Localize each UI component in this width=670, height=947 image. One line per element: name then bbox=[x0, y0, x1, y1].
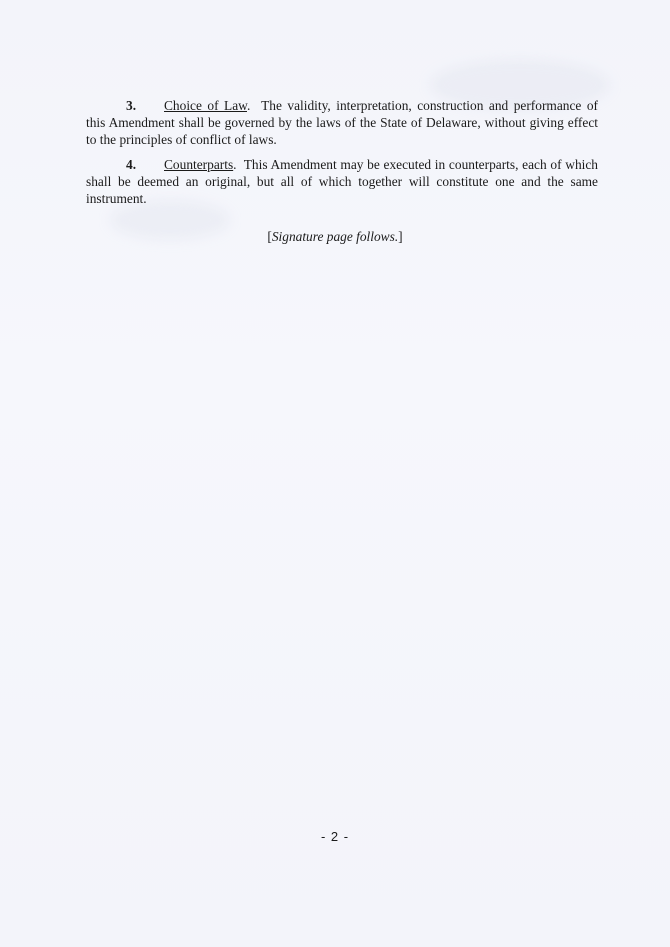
section-3 bbox=[86, 97, 598, 148]
heading-period: . bbox=[233, 157, 237, 172]
section-heading: Counterparts bbox=[164, 157, 234, 172]
section-3-paragraph bbox=[86, 97, 598, 148]
bracket-close: ] bbox=[398, 229, 403, 244]
section-number: 4. bbox=[126, 157, 137, 172]
page-number: - 2 - bbox=[320, 829, 350, 844]
bracket-open: [ bbox=[267, 229, 272, 244]
section-number: 3. bbox=[126, 98, 137, 113]
section-heading: Choice of Law bbox=[164, 98, 247, 113]
section-4 bbox=[86, 156, 598, 207]
signature-note-text: Signature page follows. bbox=[271, 229, 399, 244]
section-body: This Amendment may be executed in counterparts, each of which shall be deemed an original, but all of which together will constitute one and the same instrument. bbox=[86, 157, 598, 206]
heading-period: . bbox=[246, 98, 251, 113]
section-body: The validity, interpretation, construction and performance of this Amendment shall be governed by the laws of the State of Delaware, without giving effect to the principles of conflict of laws. bbox=[86, 98, 599, 147]
signature-page-note bbox=[0, 229, 670, 245]
section-4-paragraph bbox=[86, 156, 598, 207]
